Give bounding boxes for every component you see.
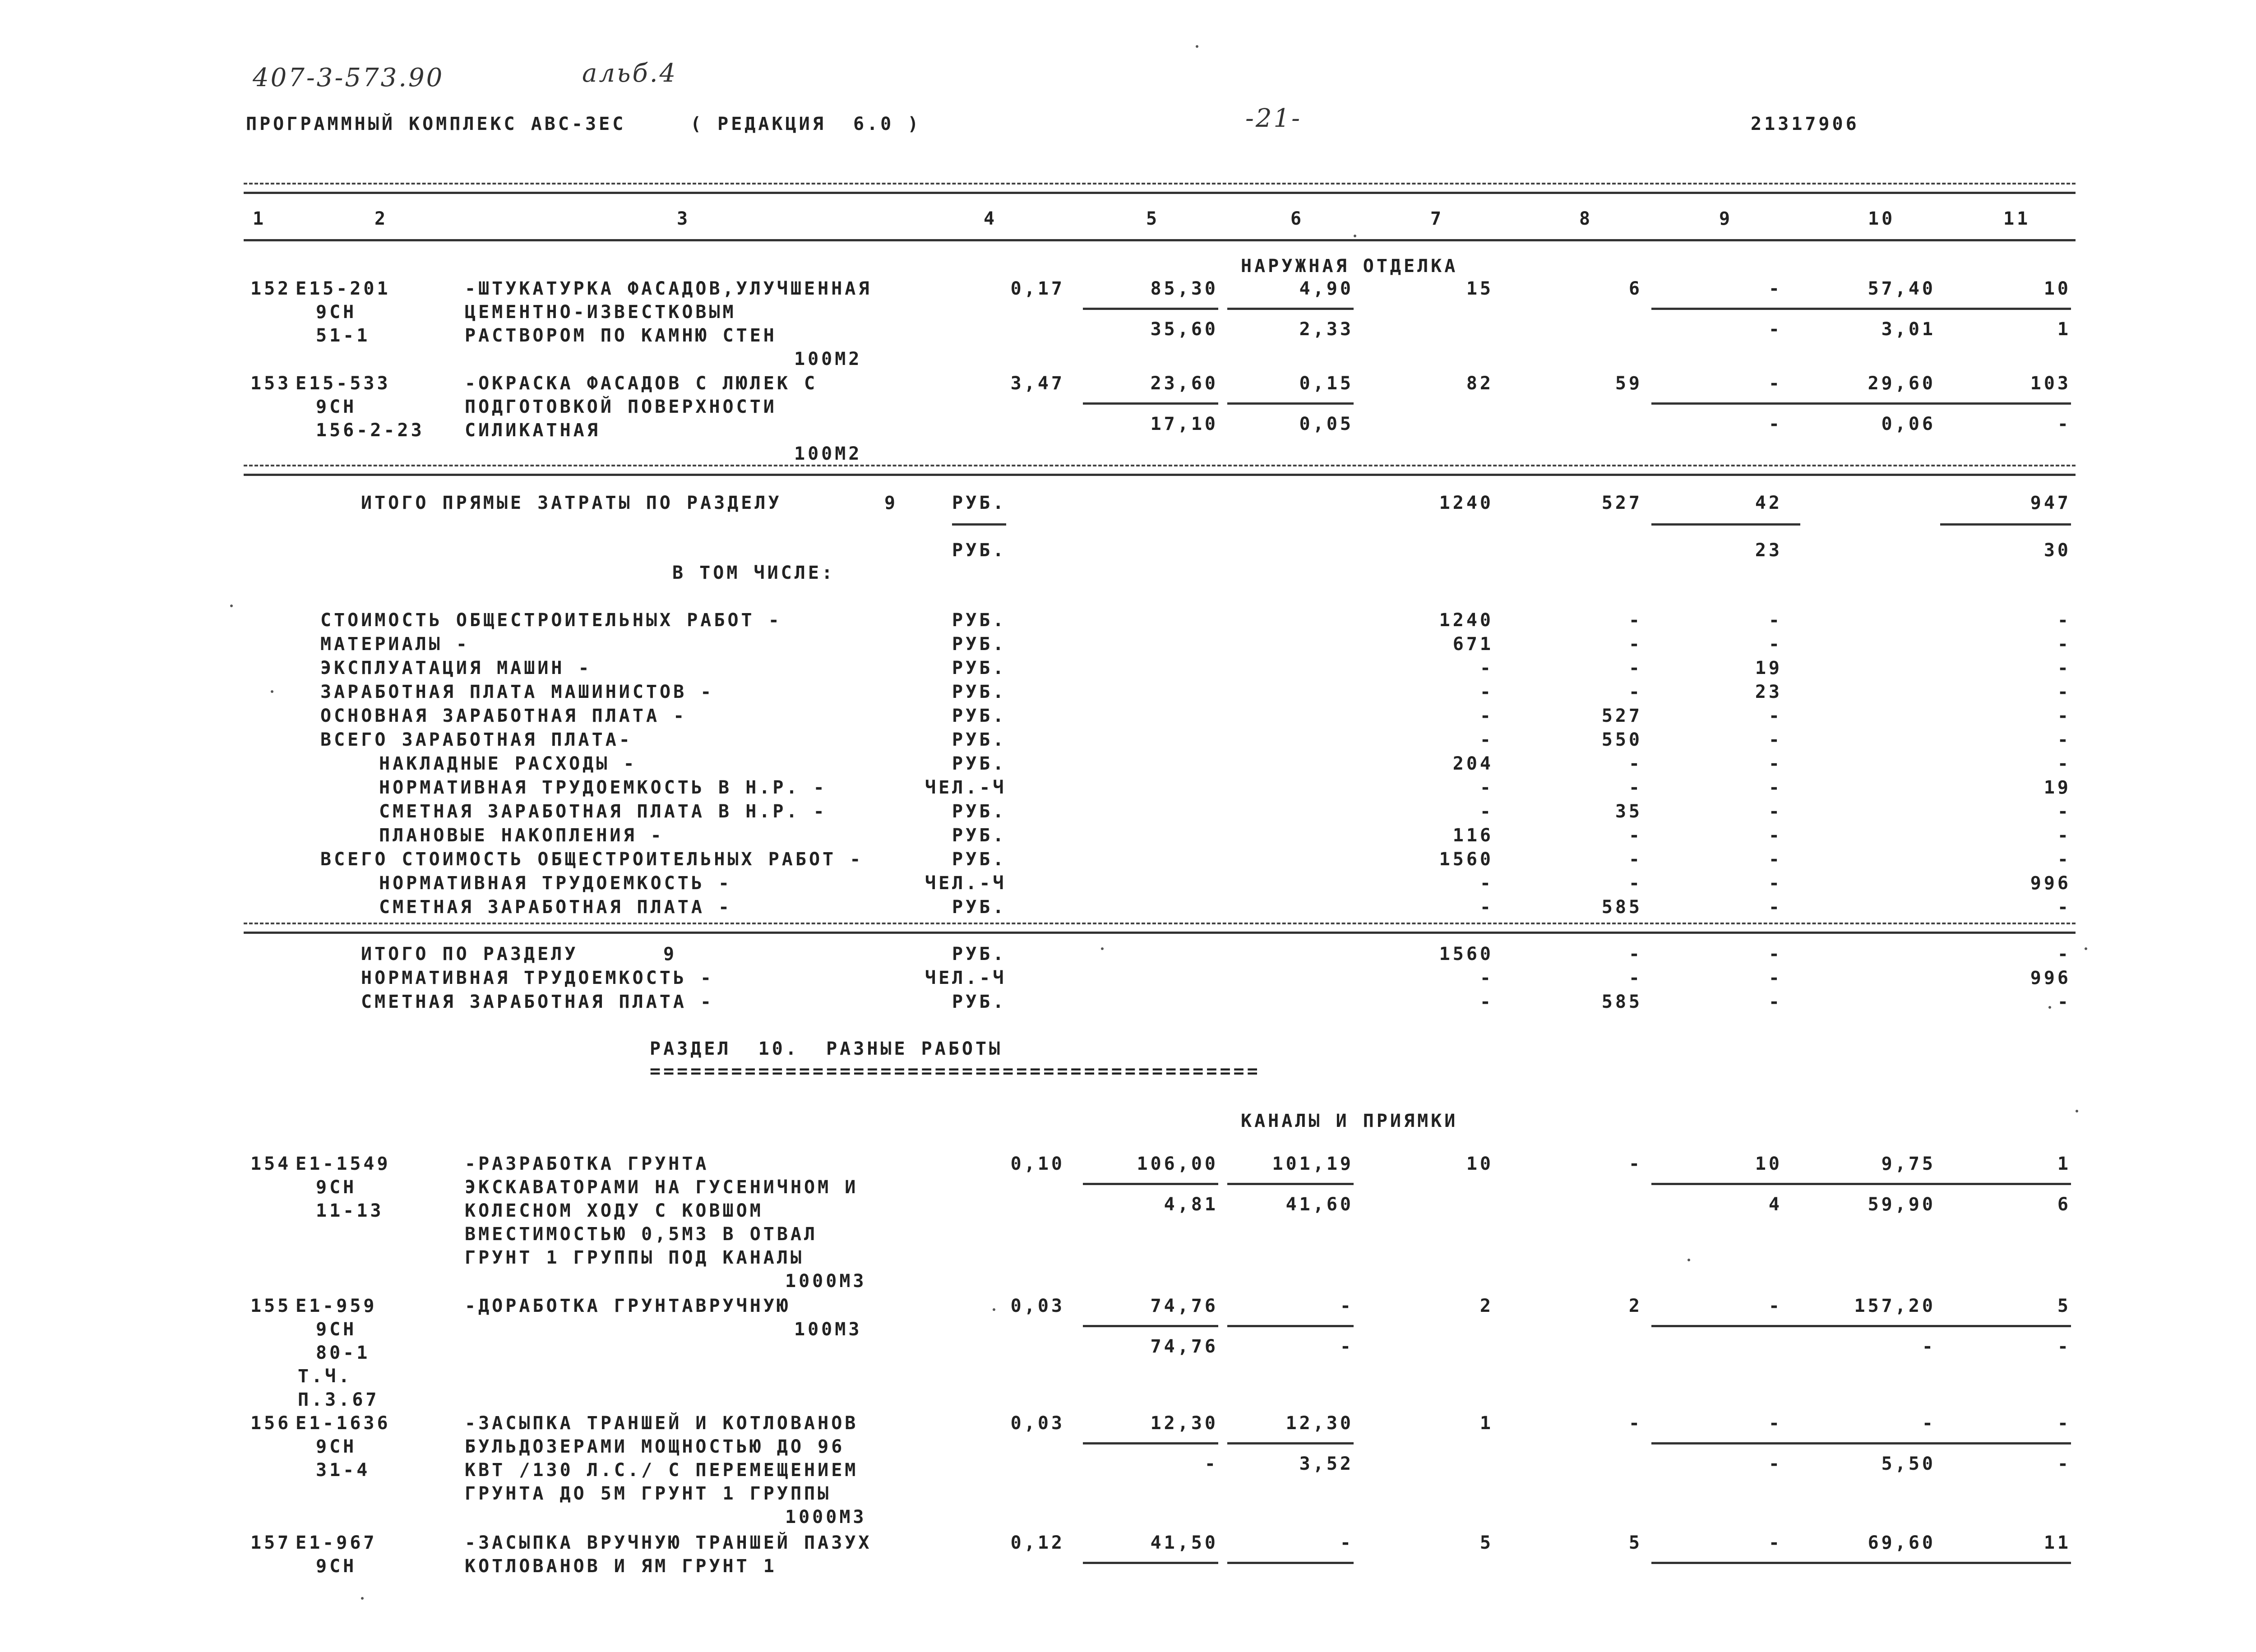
breakdown-c8: 35 <box>1615 801 1642 822</box>
breakdown-c11: - <box>2057 658 2071 678</box>
breakdown-c11: - <box>2057 753 2071 774</box>
breakdown-c11: - <box>2057 825 2071 846</box>
item-c5-secondary: 74,76 <box>1150 1336 1218 1357</box>
print-speck <box>361 1597 364 1600</box>
item-number: 154 <box>250 1154 291 1174</box>
item-c8: 6 <box>1628 278 1642 299</box>
item-c5-underline <box>1083 308 1218 310</box>
item-qty: 3,47 <box>1010 373 1065 394</box>
item-c5: 41,50 <box>1150 1532 1218 1553</box>
item-c8: 5 <box>1628 1532 1642 1553</box>
item-description-line: -ДОРАБОТКА ГРУНТАВРУЧНУЮ <box>465 1296 791 1316</box>
breakdown-c8: - <box>1628 658 1642 678</box>
breakdown-unit: ЧЕЛ.-Ч <box>925 777 1007 798</box>
column-number-8: 8 <box>1579 208 1593 229</box>
print-speck <box>1101 947 1104 950</box>
item-c6: 4,90 <box>1299 278 1354 299</box>
item-qty: 0,10 <box>1010 1154 1065 1174</box>
breakdown-unit: РУБ. <box>952 897 1007 918</box>
item-c10: 57,40 <box>1868 278 1936 299</box>
item-c11: - <box>2057 1413 2071 1434</box>
item-c10-secondary: 3,01 <box>1881 319 1936 340</box>
item-number: 152 <box>250 278 291 299</box>
breakdown-c11: - <box>2057 610 2071 631</box>
breakdown-c8: - <box>1628 682 1642 702</box>
item-unit: 100М3 <box>794 1319 862 1340</box>
section9-items-bottom-rule <box>244 465 2076 466</box>
item-c6-underline <box>1227 1562 1354 1564</box>
section-total-label: СМЕТНАЯ ЗАРАБОТНАЯ ПЛАТА - <box>361 992 714 1012</box>
section-total-number: 9 <box>663 944 677 964</box>
breakdown-c7: - <box>1479 897 1493 918</box>
item-unit: 100М2 <box>794 443 862 464</box>
breakdown-label: НАКЛАДНЫЕ РАСХОДЫ - <box>379 753 637 774</box>
column-number-11: 11 <box>2003 208 2031 229</box>
section10-title: РАЗДЕЛ 10. РАЗНЫЕ РАБОТЫ <box>650 1038 1003 1059</box>
breakdown-label: МАТЕРИАЛЫ - <box>320 634 470 655</box>
item-c11: 1 <box>2057 1154 2071 1174</box>
item-code-line3: 51-1 <box>316 325 370 346</box>
print-speck <box>1354 235 1356 237</box>
column-header-bottom-rule <box>244 239 2076 241</box>
item-code-line3: 80-1 <box>316 1343 370 1363</box>
item-c9: - <box>1768 1413 1782 1434</box>
direct-costs-unit-2: РУБ. <box>952 540 1007 561</box>
item-c6-secondary: 0,05 <box>1299 414 1354 434</box>
item-qty: 0,17 <box>1010 278 1065 299</box>
including-label: В ТОМ ЧИСЛЕ: <box>672 563 835 583</box>
item-code-line3: 31-4 <box>316 1460 370 1481</box>
item-c8: - <box>1628 1154 1642 1174</box>
breakdown-label: ОСНОВНАЯ ЗАРАБОТНАЯ ПЛАТА - <box>320 706 687 726</box>
breakdown-c8: - <box>1628 873 1642 894</box>
item-c11: 5 <box>2057 1296 2071 1316</box>
item-c6: 0,15 <box>1299 373 1354 394</box>
item-c11-secondary: 6 <box>2057 1194 2071 1215</box>
breakdown-c9: - <box>1768 706 1782 726</box>
breakdown-c7: - <box>1479 873 1493 894</box>
section9-breakdown-bottom-rule <box>244 923 2076 924</box>
breakdown-c9: - <box>1768 873 1782 894</box>
item-c5-secondary: 35,60 <box>1150 319 1218 340</box>
print-speck <box>1196 45 1198 48</box>
item-unit: 1000М3 <box>785 1507 867 1527</box>
item-c9: - <box>1768 373 1782 394</box>
breakdown-unit: РУБ. <box>952 753 1007 774</box>
item-qty: 0,03 <box>1010 1413 1065 1434</box>
breakdown-c7: 204 <box>1452 753 1493 774</box>
item-c5-secondary: 17,10 <box>1150 414 1218 434</box>
direct-costs-underline-unit <box>952 523 1006 526</box>
item-c6-secondary: 41,60 <box>1285 1194 1354 1215</box>
handwritten-album: альб.4 <box>582 59 678 88</box>
item-c11-secondary: - <box>2057 414 2071 434</box>
breakdown-c8: - <box>1628 610 1642 631</box>
item-c10: 29,60 <box>1868 373 1936 394</box>
item-code-line2: 9СН <box>316 397 357 417</box>
item-number: 155 <box>250 1296 291 1316</box>
breakdown-unit: РУБ. <box>952 610 1007 631</box>
item-description-line: -ОКРАСКА ФАСАДОВ С ЛЮЛЕК С <box>465 373 818 394</box>
breakdown-c9: - <box>1768 849 1782 870</box>
section-total-c7: 1560 <box>1439 944 1493 964</box>
item-c5: 106,00 <box>1137 1154 1218 1174</box>
breakdown-c9: - <box>1768 634 1782 655</box>
breakdown-label: НОРМАТИВНАЯ ТРУДОЕМКОСТЬ - <box>379 873 732 894</box>
direct-costs-c11-2: 30 <box>2043 540 2071 561</box>
breakdown-c9: - <box>1768 825 1782 846</box>
section9-items-bottom-rule2 <box>244 474 2076 476</box>
item-code-extra: Т.Ч. <box>298 1366 352 1387</box>
section-total-c8: - <box>1628 944 1642 964</box>
breakdown-c9: - <box>1768 610 1782 631</box>
item-description-line: КВТ /130 Л.С./ С ПЕРЕМЕЩЕНИЕМ <box>465 1460 859 1481</box>
breakdown-c11: - <box>2057 706 2071 726</box>
breakdown-label: ЭКСПЛУАТАЦИЯ МАШИН - <box>320 658 592 678</box>
section9-breakdown-bottom-rule2 <box>244 932 2076 934</box>
item-description-line: ПОДГОТОВКОЙ ПОВЕРХНОСТИ <box>465 397 777 417</box>
item-c6: 101,19 <box>1272 1154 1354 1174</box>
document-code: 21317906 <box>1751 114 1859 134</box>
item-c6-underline <box>1227 1183 1354 1185</box>
direct-costs-total-label: ИТОГО ПРЯМЫЕ ЗАТРАТЫ ПО РАЗДЕЛУ <box>361 493 782 513</box>
item-description-line: -ЗАСЫПКА ВРУЧНУЮ ТРАНШЕЙ ПАЗУХ <box>465 1532 872 1553</box>
item-c6-secondary: 2,33 <box>1299 319 1354 340</box>
item-c7: 82 <box>1466 373 1493 394</box>
item-description-line: -РАЗРАБОТКА ГРУНТА <box>465 1154 709 1174</box>
direct-costs-underline-c11 <box>1940 523 2071 526</box>
section-total-unit: ЧЕЛ.-Ч <box>925 968 1007 988</box>
item-c5: 85,30 <box>1150 278 1218 299</box>
breakdown-label: НОРМАТИВНАЯ ТРУДОЕМКОСТЬ В Н.Р. - <box>379 777 827 798</box>
item-c8: 2 <box>1628 1296 1642 1316</box>
section-total-unit: РУБ. <box>952 944 1007 964</box>
breakdown-label: СМЕТНАЯ ЗАРАБОТНАЯ ПЛАТА - <box>379 897 732 918</box>
breakdown-c7: 116 <box>1452 825 1493 846</box>
breakdown-c7: 1560 <box>1439 849 1493 870</box>
column-number-3: 3 <box>677 208 691 229</box>
breakdown-c9: 19 <box>1755 658 1782 678</box>
breakdown-c8: - <box>1628 777 1642 798</box>
item-c9: 10 <box>1755 1154 1782 1174</box>
item-description-line: БУЛЬДОЗЕРАМИ МОЩНОСТЬЮ ДО 96 <box>465 1436 845 1457</box>
column-number-10: 10 <box>1868 208 1895 229</box>
breakdown-c8: - <box>1628 849 1642 870</box>
item-c10-secondary: 59,90 <box>1868 1194 1936 1215</box>
direct-costs-c9-2: 23 <box>1755 540 1782 561</box>
direct-costs-section-number: 9 <box>884 493 898 513</box>
item-description-line: ГРУНТА ДО 5М ГРУНТ 1 ГРУППЫ <box>465 1483 832 1504</box>
breakdown-c8: - <box>1628 634 1642 655</box>
breakdown-c7: - <box>1479 801 1493 822</box>
item-description-line: ГРУНТ 1 ГРУППЫ ПОД КАНАЛЫ <box>465 1247 804 1268</box>
item-c9: - <box>1768 278 1782 299</box>
item-code: Е1-1549 <box>296 1154 391 1174</box>
item-c6: - <box>1340 1296 1354 1316</box>
item-code: Е15-533 <box>296 373 391 394</box>
item-c9: - <box>1768 1296 1782 1316</box>
section-total-c9: - <box>1768 968 1782 988</box>
item-unit: 1000М3 <box>785 1271 867 1292</box>
breakdown-c9: - <box>1768 729 1782 750</box>
item-description-line: КОТЛОВАНОВ И ЯМ ГРУНТ 1 <box>465 1556 777 1577</box>
breakdown-unit: РУБ. <box>952 729 1007 750</box>
breakdown-label: ПЛАНОВЫЕ НАКОПЛЕНИЯ - <box>379 825 664 846</box>
item-description-line: ЦЕМЕНТНО-ИЗВЕСТКОВЫМ <box>465 302 736 323</box>
breakdown-c8: 527 <box>1601 706 1642 726</box>
print-speck <box>2076 1110 2078 1112</box>
breakdown-label: СМЕТНАЯ ЗАРАБОТНАЯ ПЛАТА В Н.Р. - <box>379 801 827 822</box>
section-total-c11: - <box>2057 944 2071 964</box>
item-description-line: КОЛЕСНОМ ХОДУ С КОВШОМ <box>465 1200 763 1221</box>
item-c5: 12,30 <box>1150 1413 1218 1434</box>
section-total-unit: РУБ. <box>952 992 1007 1012</box>
section-total-c8: - <box>1628 968 1642 988</box>
breakdown-unit: РУБ. <box>952 682 1007 702</box>
item-description-line: СИЛИКАТНАЯ <box>465 420 601 441</box>
item-c5-underline <box>1083 1442 1218 1444</box>
item-c10-secondary: 0,06 <box>1881 414 1936 434</box>
column-number-5: 5 <box>1146 208 1160 229</box>
breakdown-c11: - <box>2057 897 2071 918</box>
item-c6-underline <box>1227 402 1354 405</box>
item-description-line: -ШТУКАТУРКА ФАСАДОВ,УЛУЧШЕННАЯ <box>465 278 872 299</box>
item-code-extra: П.3.67 <box>298 1389 379 1410</box>
column-number-4: 4 <box>984 208 998 229</box>
item-code-line2: 9СН <box>316 1556 357 1577</box>
item-c5: 74,76 <box>1150 1296 1218 1316</box>
edition: ( РЕДАКЦИЯ 6.0 ) <box>690 114 921 134</box>
item-qty: 0,03 <box>1010 1296 1065 1316</box>
item-c6-secondary: - <box>1340 1336 1354 1357</box>
breakdown-c7: - <box>1479 706 1493 726</box>
breakdown-c7: - <box>1479 729 1493 750</box>
item-c7: 2 <box>1479 1296 1493 1316</box>
item-c5: 23,60 <box>1150 373 1218 394</box>
item-c10: 157,20 <box>1854 1296 1936 1316</box>
breakdown-c8: - <box>1628 753 1642 774</box>
item-c7: 15 <box>1466 278 1493 299</box>
item-code-line3: 11-13 <box>316 1200 384 1221</box>
item-c9-c11-underline <box>1651 1325 2071 1327</box>
breakdown-c7: 671 <box>1452 634 1493 655</box>
item-c11-secondary: - <box>2057 1336 2071 1357</box>
direct-costs-underline-c9 <box>1651 523 1800 526</box>
item-description-line: ЭКСКАВАТОРАМИ НА ГУСЕНИЧНОМ И <box>465 1177 859 1198</box>
column-number-6: 6 <box>1290 208 1304 229</box>
breakdown-unit: РУБ. <box>952 825 1007 846</box>
direct-costs-c8: 527 <box>1601 493 1642 513</box>
breakdown-c11: - <box>2057 849 2071 870</box>
item-code-line2: 9СН <box>316 1177 357 1198</box>
breakdown-unit: РУБ. <box>952 658 1007 678</box>
section-total-label: НОРМАТИВНАЯ ТРУДОЕМКОСТЬ - <box>361 968 714 988</box>
section-total-c11: - <box>2057 992 2071 1012</box>
breakdown-c9: - <box>1768 897 1782 918</box>
section-total-c11: 996 <box>2030 968 2071 988</box>
item-c11: 10 <box>2043 278 2071 299</box>
column-number-1: 1 <box>253 208 267 229</box>
print-speck <box>230 605 233 607</box>
item-c7: 10 <box>1466 1154 1493 1174</box>
item-c10-secondary: - <box>1922 1336 1936 1357</box>
item-c9-c11-underline <box>1651 1442 2071 1444</box>
breakdown-unit: РУБ. <box>952 706 1007 726</box>
item-c8: 59 <box>1615 373 1642 394</box>
breakdown-label: ВСЕГО СТОИМОСТЬ ОБЩЕСТРОИТЕЛЬНЫХ РАБОТ - <box>320 849 864 870</box>
print-speck <box>2085 947 2087 950</box>
item-c10: 9,75 <box>1881 1154 1936 1174</box>
item-c9-c11-underline <box>1651 402 2071 405</box>
item-c11-secondary: 1 <box>2057 319 2071 340</box>
section-total-c7: - <box>1479 968 1493 988</box>
item-code: Е1-967 <box>296 1532 377 1553</box>
breakdown-label: СТОИМОСТЬ ОБЩЕСТРОИТЕЛЬНЫХ РАБОТ - <box>320 610 782 631</box>
item-c11-secondary: - <box>2057 1454 2071 1474</box>
column-number-9: 9 <box>1719 208 1733 229</box>
column-header-top-rule <box>244 192 2076 194</box>
breakdown-c8: 550 <box>1601 729 1642 750</box>
item-c6: 12,30 <box>1285 1413 1354 1434</box>
item-code-line3: 156-2-23 <box>316 420 425 441</box>
section-total-c7: - <box>1479 992 1493 1012</box>
print-speck <box>1687 1259 1690 1261</box>
item-c10: 69,60 <box>1868 1532 1936 1553</box>
item-c9-c11-underline <box>1651 308 2071 310</box>
breakdown-label: ВСЕГО ЗАРАБОТНАЯ ПЛАТА- <box>320 729 633 750</box>
item-code: Е1-1636 <box>296 1413 391 1434</box>
item-c5-underline <box>1083 1183 1218 1185</box>
breakdown-unit: РУБ. <box>952 634 1007 655</box>
item-c7: 1 <box>1479 1413 1493 1434</box>
item-c9-c11-underline <box>1651 1562 2071 1564</box>
item-c11: 11 <box>2043 1532 2071 1553</box>
print-speck <box>271 690 273 693</box>
item-description-line: -ЗАСЫПКА ТРАНШЕЙ И КОТЛОВАНОВ <box>465 1413 859 1434</box>
section-total-c9: - <box>1768 944 1782 964</box>
item-qty: 0,12 <box>1010 1532 1065 1553</box>
item-code: Е15-201 <box>296 278 391 299</box>
breakdown-unit: РУБ. <box>952 801 1007 822</box>
item-c8: - <box>1628 1413 1642 1434</box>
column-number-7: 7 <box>1430 208 1444 229</box>
print-speck <box>2048 1006 2051 1009</box>
section-total-c8: 585 <box>1601 992 1642 1012</box>
column-number-2: 2 <box>374 208 388 229</box>
handwritten-doc-code: 407-3-573.90 <box>253 63 444 92</box>
direct-costs-unit: РУБ. <box>952 493 1007 513</box>
direct-costs-c9: 42 <box>1755 493 1782 513</box>
section10-title-underline: ============================================= <box>650 1061 1261 1082</box>
item-c9-secondary: - <box>1768 414 1782 434</box>
item-c6-underline <box>1227 1442 1354 1444</box>
breakdown-c7: - <box>1479 658 1493 678</box>
item-c5-underline <box>1083 402 1218 405</box>
breakdown-c7: 1240 <box>1439 610 1493 631</box>
item-c6-underline <box>1227 308 1354 310</box>
item-c5-underline <box>1083 1325 1218 1327</box>
item-code-line2: 9СН <box>316 1319 357 1340</box>
item-c10-secondary: 5,50 <box>1881 1454 1936 1474</box>
item-description-line: РАСТВОРОМ ПО КАМНЮ СТЕН <box>465 325 777 346</box>
item-c6-secondary: 3,52 <box>1299 1454 1354 1474</box>
breakdown-c9: - <box>1768 777 1782 798</box>
item-c9-secondary: - <box>1768 319 1782 340</box>
breakdown-c11: - <box>2057 682 2071 702</box>
item-description-line: ВМЕСТИМОСТЬЮ 0,5М3 В ОТВАЛ <box>465 1224 818 1245</box>
breakdown-c11: - <box>2057 729 2071 750</box>
top-dashed-rule <box>244 183 2076 185</box>
breakdown-c11: - <box>2057 634 2071 655</box>
handwritten-page-number: -21- <box>1245 104 1302 133</box>
section-total-label: ИТОГО ПО РАЗДЕЛУ <box>361 944 578 964</box>
breakdown-unit: ЧЕЛ.-Ч <box>925 873 1007 894</box>
breakdown-c11: 19 <box>2043 777 2071 798</box>
breakdown-c9: 23 <box>1755 682 1782 702</box>
item-c6-underline <box>1227 1325 1354 1327</box>
breakdown-c7: - <box>1479 682 1493 702</box>
section-total-c9: - <box>1768 992 1782 1012</box>
breakdown-c9: - <box>1768 753 1782 774</box>
item-number: 157 <box>250 1532 291 1553</box>
group-title-channels-pits: КАНАЛЫ И ПРИЯМКИ <box>1241 1111 1458 1131</box>
item-c9-secondary: - <box>1768 1454 1782 1474</box>
direct-costs-c7: 1240 <box>1439 493 1493 513</box>
breakdown-c8: - <box>1628 825 1642 846</box>
item-c10: - <box>1922 1413 1936 1434</box>
print-speck <box>993 1308 995 1311</box>
item-c7: 5 <box>1479 1532 1493 1553</box>
item-code-line2: 9СН <box>316 1436 357 1457</box>
breakdown-c8: 585 <box>1601 897 1642 918</box>
item-number: 153 <box>250 373 291 394</box>
item-c5-underline <box>1083 1562 1218 1564</box>
breakdown-c7: - <box>1479 777 1493 798</box>
item-c9: - <box>1768 1532 1782 1553</box>
item-c5-secondary: - <box>1204 1454 1218 1474</box>
breakdown-c11: 996 <box>2030 873 2071 894</box>
item-c6: - <box>1340 1532 1354 1553</box>
item-c9-secondary: 4 <box>1768 1194 1782 1215</box>
breakdown-label: ЗАРАБОТНАЯ ПЛАТА МАШИНИСТОВ - <box>320 682 714 702</box>
breakdown-c11: - <box>2057 801 2071 822</box>
item-c5-secondary: 4,81 <box>1164 1194 1218 1215</box>
item-c9-c11-underline <box>1651 1183 2071 1185</box>
group-title-facade-finishing: НАРУЖНАЯ ОТДЕЛКА <box>1241 256 1458 277</box>
item-code-line2: 9СН <box>316 302 357 323</box>
breakdown-unit: РУБ. <box>952 849 1007 870</box>
item-number: 156 <box>250 1413 291 1434</box>
program-name: ПРОГРАММНЫЙ КОМПЛЕКС АВС-3ЕС <box>246 114 626 134</box>
item-code: Е1-959 <box>296 1296 377 1316</box>
item-c11: 103 <box>2030 373 2071 394</box>
item-unit: 100М2 <box>794 349 862 369</box>
direct-costs-c11: 947 <box>2030 493 2071 513</box>
breakdown-c9: - <box>1768 801 1782 822</box>
